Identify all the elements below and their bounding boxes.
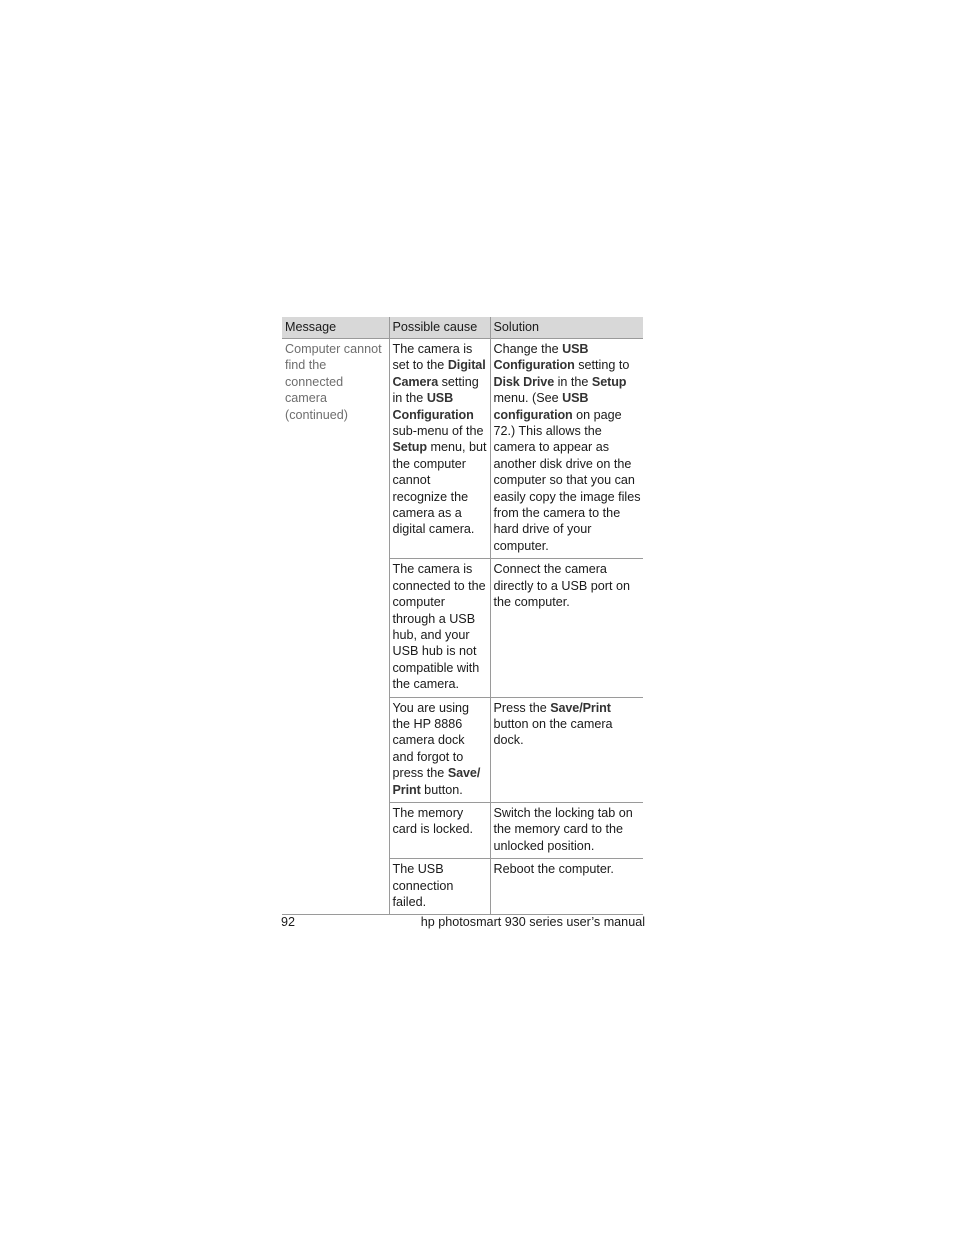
button-term: Save/ Print — [392, 766, 481, 797]
button-term: Save/Print — [550, 700, 611, 715]
menu-term: USB Configuration — [493, 342, 589, 373]
solution-cell: Press the Save/Print button on the camera dock. — [490, 697, 643, 802]
cause-cell: The memory card is locked. — [389, 802, 490, 858]
message-line: camera — [285, 391, 327, 406]
cause-cell: The camera is set to the Digital Camera setting in the USB Configuration sub-menu of the Setup menu, but the computer cannot recognize the camera as a digital camera. — [389, 339, 490, 559]
menu-term: Digital Camera — [392, 358, 486, 389]
solution-cell: Switch the locking tab on the memory card to the unlocked position. — [490, 802, 643, 858]
header-possible-cause: Possible cause — [389, 317, 490, 339]
table-row — [282, 339, 643, 559]
message-line: Computer cannot — [285, 342, 382, 356]
menu-term: USB configuration — [493, 391, 589, 422]
header-solution: Solution — [490, 317, 643, 339]
menu-term: Setup — [392, 440, 427, 455]
message-line: (continued) — [285, 407, 349, 422]
message-cell — [282, 339, 389, 915]
cause-cell: The USB connection failed. — [389, 859, 490, 915]
menu-term: Disk Drive — [493, 374, 555, 389]
manual-title: hp photosmart 930 series user’s manual — [420, 915, 645, 929]
solution-cell: Reboot the computer. — [490, 859, 643, 915]
menu-term: Setup — [591, 374, 627, 389]
page-number: 92 — [281, 915, 296, 929]
solution-cell: Connect the camera directly to a USB port on the computer. — [490, 559, 643, 697]
cause-cell: You are using the HP 8886 camera dock and forgot to press the Save/ Print button. — [389, 697, 490, 802]
table-header-row — [282, 317, 643, 339]
solution-cell: Change the USB Configuration setting to Disk Drive in the Setup menu. (See USB configuration on page 72.) This allows the camera to appear as another disk drive on the computer so that you can easily copy the image files from the camera to the hard drive of your computer. — [490, 339, 643, 559]
header-message: Message — [282, 317, 389, 339]
troubleshooting-table — [282, 317, 643, 915]
menu-term: USB Configuration — [392, 391, 474, 422]
message-line: find the — [285, 358, 327, 373]
message-line: connected — [285, 374, 344, 389]
cause-cell: The camera is connected to the computer through a USB hub, and your USB hub is not compatible with the camera. — [389, 559, 490, 697]
